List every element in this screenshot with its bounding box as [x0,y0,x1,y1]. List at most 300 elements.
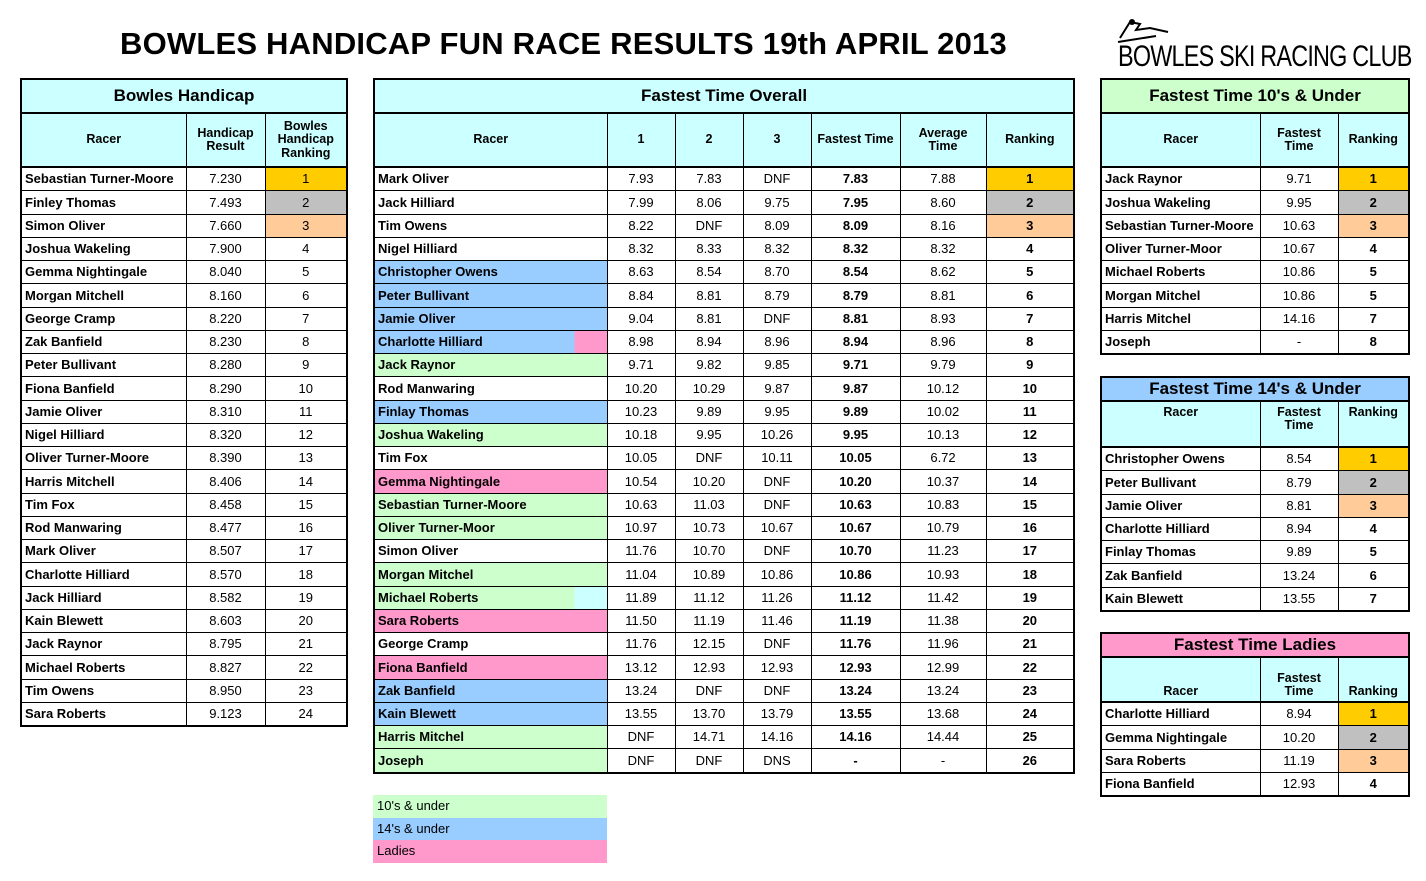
table-cell: 8.22 [607,214,675,237]
table-cell: 8.290 [186,377,265,400]
table-cell: 9.87 [811,377,900,400]
table-cell: 8.96 [900,330,986,353]
table-cell: Simon Oliver [374,540,607,563]
table-row [1101,471,1409,494]
table-cell: 11.46 [743,609,811,632]
table-cell: - [900,749,986,773]
table-cell: Jack Hilliard [21,586,186,609]
table-cell: 11 [986,400,1074,423]
column-header: Ranking [1338,401,1409,447]
column-header: Racer [1101,401,1260,447]
table-row [374,516,1074,539]
table-cell: Simon Oliver [21,214,186,237]
table-caption: Fastest Time 14's & Under [1101,377,1409,401]
color-legend [373,795,607,863]
table-cell: 10.67 [1260,237,1338,260]
table-cell: Joshua Wakeling [1101,191,1260,214]
table-row [374,493,1074,516]
table-cell: 8.160 [186,284,265,307]
table-cell: 9.87 [743,377,811,400]
table-cell: Jack Raynor [21,633,186,656]
table-cell: Jack Raynor [1101,167,1260,191]
column-header: Fastest Time [811,113,900,167]
table-row [374,540,1074,563]
table-cell: 8.60 [900,191,986,214]
table-cell: 7 [265,307,347,330]
table-cell: DNF [607,749,675,773]
table-cell: 10.63 [607,493,675,516]
table-cell: 13.55 [1260,587,1338,611]
table-cell: 11.76 [607,540,675,563]
table-cell: 24 [986,702,1074,725]
table-cell: 6.72 [900,447,986,470]
table-cell: 7.83 [811,167,900,191]
table-cell: 7 [986,307,1074,330]
table-cell: 13 [265,447,347,470]
table-cell: 11.04 [607,563,675,586]
table-cell: 7.493 [186,191,265,214]
table-cell: 12 [986,423,1074,446]
table-cell: 7.660 [186,214,265,237]
table-cell: Peter Bullivant [374,284,607,307]
overall-table [373,78,1075,774]
table-cell: 9.71 [607,354,675,377]
table-cell: 10.29 [675,377,743,400]
table-cell: Christopher Owens [374,261,607,284]
table-cell: 9.89 [675,400,743,423]
table-cell: Charlotte Hilliard [1101,517,1260,540]
table-cell: 10.20 [1260,726,1338,749]
table-cell: 11.89 [607,586,675,609]
table-cell: DNF [743,167,811,191]
table-cell: 10.20 [607,377,675,400]
table-cell: 10.67 [743,516,811,539]
table-cell: 13.24 [900,679,986,702]
legend-item-ladies: Ladies [373,840,607,863]
table-row [1101,494,1409,517]
table-cell: 9.82 [675,354,743,377]
table-cell: 8.827 [186,656,265,679]
table-cell: 10.20 [675,470,743,493]
table-cell: DNF [675,214,743,237]
table-cell: 1 [1338,167,1409,191]
table-cell: 8.33 [675,237,743,260]
table-cell: 10.83 [900,493,986,516]
table-cell: 8.62 [900,261,986,284]
table-cell: Morgan Mitchel [374,563,607,586]
table-cell: Sebastian Turner-Moore [21,167,186,191]
column-header: Ranking [1338,113,1409,167]
table-cell: DNF [675,679,743,702]
table-cell: 25 [986,726,1074,749]
table-row [21,307,347,330]
table-cell: DNF [743,307,811,330]
table-cell: 17 [265,540,347,563]
table-cell: 8.507 [186,540,265,563]
table-cell: 3 [1338,214,1409,237]
table-row [374,586,1074,609]
table-row [21,191,347,214]
table-cell: 6 [1338,564,1409,587]
logo-text: BOWLES SKI RACING CLUB [1118,40,1412,73]
table-cell: DNF [743,633,811,656]
column-header: Fastest Time [1260,113,1338,167]
table-cell: 8.040 [186,261,265,284]
table-cell: 11.12 [675,586,743,609]
table-row [1101,702,1409,726]
table-row [374,377,1074,400]
table-row [1101,261,1409,284]
table-cell: 10.86 [743,563,811,586]
table-cell: 10.20 [811,470,900,493]
column-header: Fastest Time [1260,401,1338,447]
table-row [1101,191,1409,214]
table-cell: 7 [1338,307,1409,330]
table-cell: 8.94 [1260,702,1338,726]
table-cell: 11.76 [811,633,900,656]
table-cell: 9.71 [811,354,900,377]
table-cell: Peter Bullivant [1101,471,1260,494]
table-cell: 7.230 [186,167,265,191]
table-cell: Zak Banfield [1101,564,1260,587]
table-cell: 8.310 [186,400,265,423]
table-cell: Sebastian Turner-Moore [1101,214,1260,237]
table-row [21,400,347,423]
table-cell: DNF [743,470,811,493]
table-row [1101,214,1409,237]
ten-under-table [1100,78,1410,355]
table-cell: 10.18 [607,423,675,446]
table-cell: 11.19 [675,609,743,632]
table-cell: 9.85 [743,354,811,377]
table-cell: 10.79 [900,516,986,539]
table-row [374,633,1074,656]
table-cell: 13.24 [1260,564,1338,587]
table-cell: Fiona Banfield [21,377,186,400]
table-cell: 5 [265,261,347,284]
table-cell: Nigel Hilliard [374,237,607,260]
table-caption: Fastest Time Overall [374,79,1074,113]
table-row [21,470,347,493]
table-row [1101,167,1409,191]
handicap-table [20,78,348,727]
table-cell: George Cramp [374,633,607,656]
table-cell: 21 [265,633,347,656]
table-cell: 15 [265,493,347,516]
table-cell: 8.220 [186,307,265,330]
table-row [374,447,1074,470]
table-cell: Fiona Banfield [1101,772,1260,796]
table-cell: DNF [743,679,811,702]
table-cell: 14 [265,470,347,493]
table-cell: 13.55 [811,702,900,725]
table-cell: 11.03 [675,493,743,516]
table-cell: 16 [986,516,1074,539]
ladies-table [1100,632,1410,797]
club-logo [1112,18,1412,76]
table-cell: 17 [986,540,1074,563]
table-cell: 10.54 [607,470,675,493]
table-cell: 11.96 [900,633,986,656]
table-cell: Harris Mitchel [1101,307,1260,330]
table-cell: 8.09 [743,214,811,237]
table-row [374,167,1074,191]
table-cell: 12.15 [675,633,743,656]
table-cell: 4 [986,237,1074,260]
table-caption: Bowles Handicap [21,79,347,113]
table-cell: 13.12 [607,656,675,679]
column-header: Handicap Result [186,113,265,167]
table-cell: 8.320 [186,423,265,446]
table-cell: 14.16 [811,726,900,749]
table-cell: Michael Roberts [21,656,186,679]
table-cell: 7.95 [811,191,900,214]
table-cell: 2 [1338,726,1409,749]
table-cell: Charlotte Hilliard [374,330,607,353]
table-cell: 9.123 [186,702,265,726]
table-cell: 8.32 [811,237,900,260]
table-row [1101,749,1409,772]
table-cell: Tim Owens [21,679,186,702]
table-cell: 8.16 [900,214,986,237]
table-cell: 11.42 [900,586,986,609]
column-header: Ranking [986,113,1074,167]
table-cell: Mark Oliver [21,540,186,563]
table-cell: Zak Banfield [374,679,607,702]
table-cell: 9.95 [811,423,900,446]
table-cell: Jamie Oliver [1101,494,1260,517]
table-cell: Morgan Mitchell [21,284,186,307]
table-row [1101,541,1409,564]
table-cell: Sara Roberts [374,609,607,632]
table-row [1101,772,1409,796]
table-cell: 12.93 [811,656,900,679]
table-row [1101,330,1409,354]
column-header: Fastest Time [1260,657,1338,702]
table-cell: Joseph [1101,330,1260,354]
table-cell: 9.79 [900,354,986,377]
table-cell: 8.06 [675,191,743,214]
table-row [374,470,1074,493]
table-cell: DNF [675,447,743,470]
table-row [1101,447,1409,471]
table-cell: Sara Roberts [21,702,186,726]
column-header: 3 [743,113,811,167]
table-cell: 18 [265,563,347,586]
table-cell: 9.04 [607,307,675,330]
table-cell: 26 [986,749,1074,773]
table-cell: 22 [986,656,1074,679]
table-row [21,284,347,307]
table-cell: Christopher Owens [1101,447,1260,471]
table-cell: DNF [743,540,811,563]
table-cell: 8.93 [900,307,986,330]
table-cell: 8 [1338,330,1409,354]
legend-item-under14: 14's & under [373,818,607,841]
table-cell: 5 [1338,284,1409,307]
table-cell: 13.55 [607,702,675,725]
table-cell: 8.79 [743,284,811,307]
table-row [21,563,347,586]
table-cell: 20 [986,609,1074,632]
table-cell: 13.70 [675,702,743,725]
table-cell: 8.09 [811,214,900,237]
table-cell: 12.99 [900,656,986,679]
table-cell: 8.63 [607,261,675,284]
table-cell: Finley Thomas [21,191,186,214]
table-cell: 14.16 [1260,307,1338,330]
table-row [21,167,347,191]
table-cell: Charlotte Hilliard [1101,702,1260,726]
table-cell: 2 [986,191,1074,214]
table-row [374,330,1074,353]
table-cell: 9.95 [1260,191,1338,214]
table-cell: 12.93 [675,656,743,679]
table-cell: 8.79 [811,284,900,307]
table-cell: Finlay Thomas [1101,541,1260,564]
table-caption: Fastest Time 10's & Under [1101,79,1409,113]
table-cell: 6 [986,284,1074,307]
table-cell: Jack Hilliard [374,191,607,214]
table-cell: 10.89 [675,563,743,586]
table-cell: 19 [265,586,347,609]
table-cell: 10.63 [811,493,900,516]
table-cell: 8 [265,330,347,353]
table-row [374,423,1074,446]
table-cell: Gemma Nightingale [1101,726,1260,749]
table-cell: 8.94 [811,330,900,353]
table-cell: 1 [986,167,1074,191]
table-row [21,330,347,353]
table-cell: Rod Manwaring [21,516,186,539]
table-cell: 4 [1338,772,1409,796]
table-cell: 8.79 [1260,471,1338,494]
table-row [21,214,347,237]
table-cell: 11 [265,400,347,423]
table-row [1101,726,1409,749]
table-row [21,447,347,470]
table-cell: 1 [1338,702,1409,726]
table-cell: 2 [265,191,347,214]
table-cell: 8.54 [811,261,900,284]
table-cell: 10.63 [1260,214,1338,237]
table-cell: 8.98 [607,330,675,353]
table-cell: 11.38 [900,609,986,632]
table-row [21,586,347,609]
table-cell: 8.81 [1260,494,1338,517]
table-cell: 12.93 [1260,772,1338,796]
table-cell: Harris Mitchell [21,470,186,493]
table-cell: 11.26 [743,586,811,609]
table-row [374,214,1074,237]
table-cell: Tim Fox [21,493,186,516]
table-row [21,609,347,632]
table-cell: 3 [1338,749,1409,772]
table-cell: 11.76 [607,633,675,656]
column-header: 1 [607,113,675,167]
table-cell: 10.26 [743,423,811,446]
table-cell: 8.603 [186,609,265,632]
table-cell: 10.86 [811,563,900,586]
table-cell: 12.93 [743,656,811,679]
table-row [1101,284,1409,307]
column-header: Bowles Handicap Ranking [265,113,347,167]
table-cell: Oliver Turner-Moor [374,516,607,539]
table-cell: 8 [986,330,1074,353]
table-cell: 19 [986,586,1074,609]
table-cell: Sebastian Turner-Moore [374,493,607,516]
column-header: Racer [374,113,607,167]
table-row [1101,307,1409,330]
table-row [374,726,1074,749]
table-cell: 8.81 [675,284,743,307]
table-cell: 2 [1338,471,1409,494]
table-cell: 8.94 [1260,517,1338,540]
table-cell: 14.71 [675,726,743,749]
table-cell: 16 [265,516,347,539]
table-cell: 11.23 [900,540,986,563]
table-row [1101,564,1409,587]
table-row [374,702,1074,725]
table-cell: Tim Fox [374,447,607,470]
table-cell: Oliver Turner-Moore [21,447,186,470]
table-row [374,656,1074,679]
table-row [21,702,347,726]
table-cell: Gemma Nightingale [21,261,186,284]
table-cell: 8.96 [743,330,811,353]
column-header: Racer [21,113,186,167]
table-cell: Zak Banfield [21,330,186,353]
table-cell: 14.16 [743,726,811,749]
table-cell: 10.70 [675,540,743,563]
table-cell: 9.75 [743,191,811,214]
table-row [374,284,1074,307]
table-row [374,563,1074,586]
table-cell: Kain Blewett [1101,587,1260,611]
table-cell: 10.86 [1260,284,1338,307]
table-cell: 10.86 [1260,261,1338,284]
table-cell: 10.05 [607,447,675,470]
table-row [1101,517,1409,540]
table-row [374,749,1074,773]
table-cell: Morgan Mitchel [1101,284,1260,307]
table-row [374,400,1074,423]
table-cell: 11.12 [811,586,900,609]
table-cell: - [1260,330,1338,354]
table-row [374,307,1074,330]
table-cell: 20 [265,609,347,632]
table-cell: 8.32 [743,237,811,260]
table-cell: 10 [986,377,1074,400]
table-cell: 8.582 [186,586,265,609]
table-cell: Mark Oliver [374,167,607,191]
table-cell: DNF [675,749,743,773]
table-cell: 9 [986,354,1074,377]
table-row [21,237,347,260]
table-cell: DNF [607,726,675,749]
column-header: Racer [1101,113,1260,167]
table-cell: 1 [1338,447,1409,471]
table-cell: 11.19 [1260,749,1338,772]
table-cell: 8.70 [743,261,811,284]
table-caption: Fastest Time Ladies [1101,633,1409,657]
table-row [374,354,1074,377]
table-cell: Jamie Oliver [374,307,607,330]
table-cell: 10.37 [900,470,986,493]
table-cell: 7.88 [900,167,986,191]
table-cell: 10.13 [900,423,986,446]
table-row [374,679,1074,702]
